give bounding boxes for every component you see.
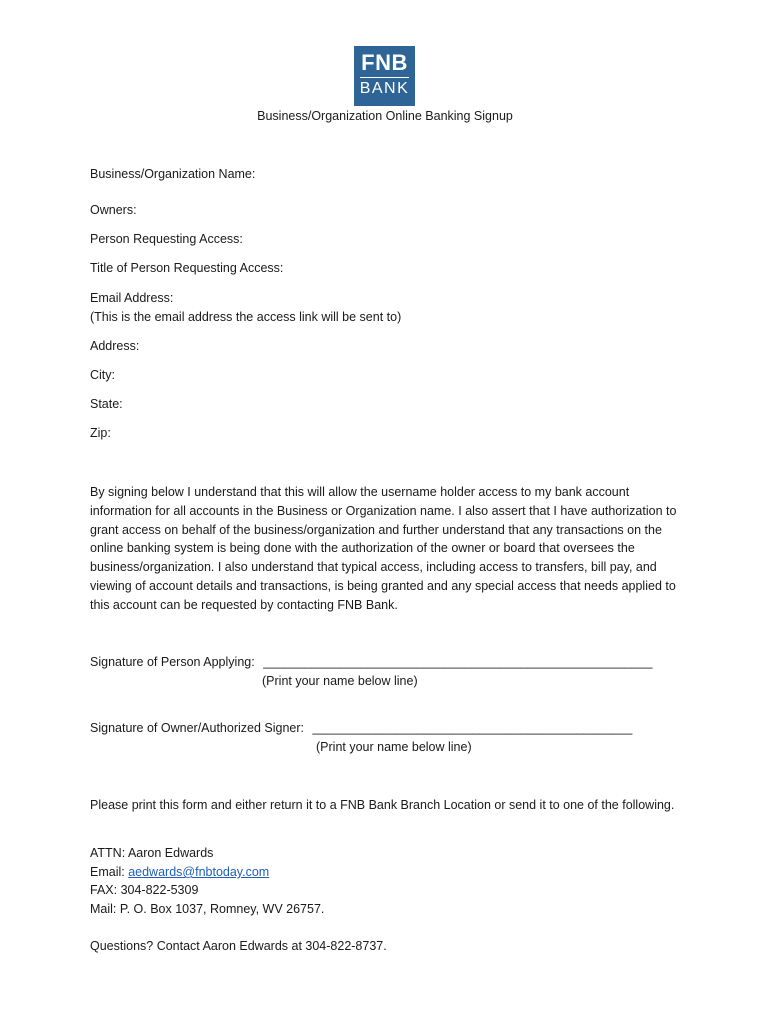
- owner-signature-row: [90, 720, 632, 736]
- applicant-signature-label: Signature of Person Applying:: [90, 655, 255, 669]
- contact-mail: Mail: P. O. Box 1037, Romney, WV 26757.: [90, 902, 325, 916]
- business-name-label: Business/Organization Name:: [90, 167, 256, 181]
- contact-email-link[interactable]: aedwards@fnbtoday.com: [128, 865, 270, 879]
- zip-label: Zip:: [90, 426, 111, 440]
- state-label: State:: [90, 397, 123, 411]
- contact-attn: ATTN: Aaron Edwards: [90, 846, 214, 860]
- contact-fax: FAX: 304-822-5309: [90, 883, 199, 897]
- applicant-signature-line: ________________________________________________________: [263, 655, 653, 669]
- email-note: (This is the email address the access link will be sent to): [90, 310, 402, 324]
- applicant-signature-row: [90, 654, 653, 670]
- applicant-print-note: (Print your name below line): [262, 674, 418, 688]
- city-label: City:: [90, 368, 115, 382]
- title-of-person-label: Title of Person Requesting Access:: [90, 261, 284, 275]
- address-label: Address:: [90, 339, 140, 353]
- email-label: Email Address:: [90, 291, 174, 305]
- logo-rule: [360, 77, 409, 78]
- owners-label: Owners:: [90, 203, 137, 217]
- contact-email-row: [90, 864, 269, 880]
- owner-signature-label: Signature of Owner/Authorized Signer:: [90, 721, 305, 735]
- instructions-paragraph: Please print this form and either return it to a FNB Bank Branch Location or send it to one of the following.: [90, 798, 675, 812]
- logo-line2: BANK: [359, 80, 410, 97]
- page-title: Business/Organization Online Banking Signup: [257, 109, 513, 123]
- fnb-bank-logo: [354, 46, 415, 106]
- owner-signature-line: ______________________________________________: [312, 721, 633, 735]
- contact-email-label: Email:: [90, 865, 129, 879]
- questions-line: Questions? Contact Aaron Edwards at 304-822-8737.: [90, 939, 387, 953]
- person-requesting-label: Person Requesting Access:: [90, 232, 243, 246]
- agreement-paragraph: By signing below I understand that this will allow the username holder access to my bank account information for all accounts in the Business or Organization name. I also assert that I have authorization to grant access on behalf of the business/organization and further understand that any transactions on the online banking system is being done with the authorization of the owner or board that oversees the business/organization. I also understand that typical access, including access to transfers, bill pay, and viewing of account details and transactions, is being granted and any special access that needs applied to this account can be requested by contacting FNB Bank.: [90, 485, 677, 612]
- owner-print-note: (Print your name below line): [316, 740, 472, 754]
- logo-line1: FNB: [361, 50, 408, 75]
